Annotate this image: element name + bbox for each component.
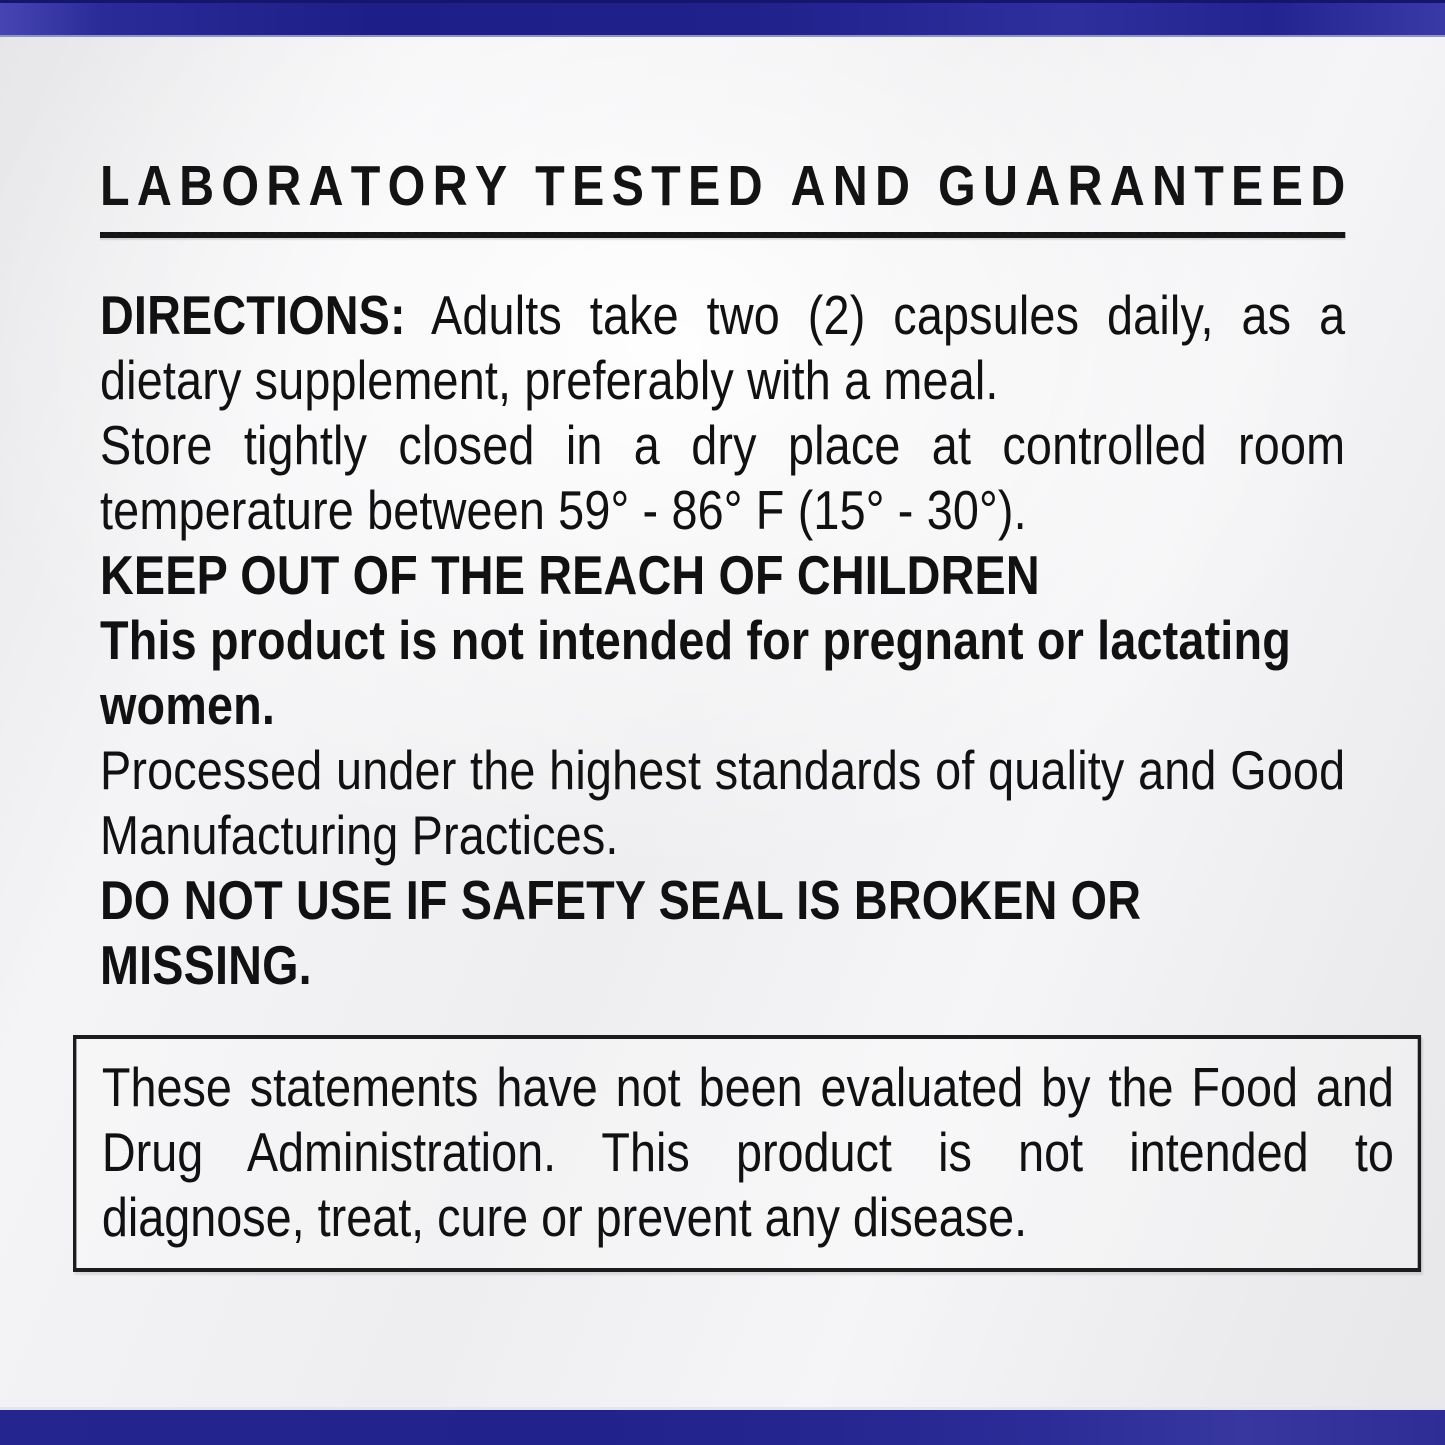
fda-disclaimer-box	[73, 1035, 1421, 1272]
text-line	[102, 1185, 1394, 1250]
text-line	[100, 738, 1345, 803]
bottom-navy-border-bar	[0, 1407, 1445, 1445]
text-segment: Adults take two (2) capsules daily, as a	[405, 284, 1346, 346]
title-char: O	[387, 154, 426, 218]
title-char: D	[875, 154, 911, 218]
title-char: A	[136, 154, 172, 218]
text-line	[102, 1120, 1394, 1185]
page-title	[100, 154, 1346, 218]
text-segment: Store tightly closed in a dry place at controlled room	[100, 414, 1346, 476]
title-char: O	[221, 154, 260, 218]
text-segment: diagnose, treat, cure or prevent any disease.	[101, 1186, 1028, 1248]
title-char: R	[1067, 154, 1103, 218]
text-line	[100, 283, 1345, 348]
top-navy-border-bar	[0, 0, 1445, 37]
title-char: T	[350, 154, 381, 218]
title-char: E	[688, 154, 721, 218]
bold-text-segment: DIRECTIONS:	[100, 284, 406, 346]
text-segment: dietary supplement, preferably with a meal.	[100, 349, 999, 411]
heading-rule-divider	[100, 232, 1345, 238]
title-char: L	[100, 154, 130, 218]
directions-section	[100, 283, 1345, 998]
bold-text-segment: women.	[100, 674, 276, 736]
title-char	[770, 158, 783, 215]
title-char: E	[1270, 154, 1303, 218]
text-segment: These statements have not been evaluated by the Food and	[101, 1056, 1394, 1118]
title-char: U	[982, 154, 1018, 218]
text-line	[100, 543, 1345, 608]
title-char: R	[432, 154, 468, 218]
title-char	[514, 158, 527, 215]
text-line	[100, 803, 1345, 868]
text-line	[100, 868, 1345, 998]
label-content	[100, 154, 1346, 998]
text-segment: Manufacturing Practices.	[100, 804, 619, 866]
title-char: T	[651, 154, 681, 218]
title-char: B	[179, 154, 215, 218]
text-line	[100, 413, 1345, 478]
text-line	[100, 348, 1345, 413]
title-char: S	[611, 154, 644, 218]
title-char: A	[1025, 154, 1061, 218]
title-char: E	[571, 154, 605, 218]
title-char: E	[1231, 154, 1264, 218]
title-char: G	[938, 154, 976, 218]
bold-text-segment: This product is not intended for pregnant or lactating	[100, 609, 1291, 671]
title-char	[917, 158, 930, 215]
text-line	[100, 673, 1345, 738]
text-segment: temperature between 59° - 86° F (15° - 30°).	[100, 479, 1027, 541]
title-char: T	[1194, 154, 1224, 218]
title-char: D	[727, 154, 763, 218]
text-line	[100, 608, 1345, 673]
title-char: A	[1109, 154, 1145, 218]
title-char: N	[1151, 154, 1187, 218]
title-char: T	[535, 154, 565, 218]
text-segment: Drug Administration. This product is not intended to	[101, 1121, 1394, 1183]
title-char: A	[308, 154, 344, 218]
title-char: Y	[474, 154, 508, 218]
text-line	[100, 478, 1345, 543]
bold-text-segment: DO NOT USE IF SAFETY SEAL IS BROKEN OR MISSING.	[100, 869, 1142, 996]
title-char: R	[266, 154, 302, 218]
text-line	[102, 1055, 1394, 1120]
title-char: N	[832, 154, 868, 218]
bold-text-segment: KEEP OUT OF THE REACH OF CHILDREN	[100, 544, 1040, 606]
text-segment: Processed under the highest standards of quality and Good	[100, 739, 1346, 801]
title-char: D	[1310, 154, 1346, 218]
title-char: A	[790, 154, 826, 218]
